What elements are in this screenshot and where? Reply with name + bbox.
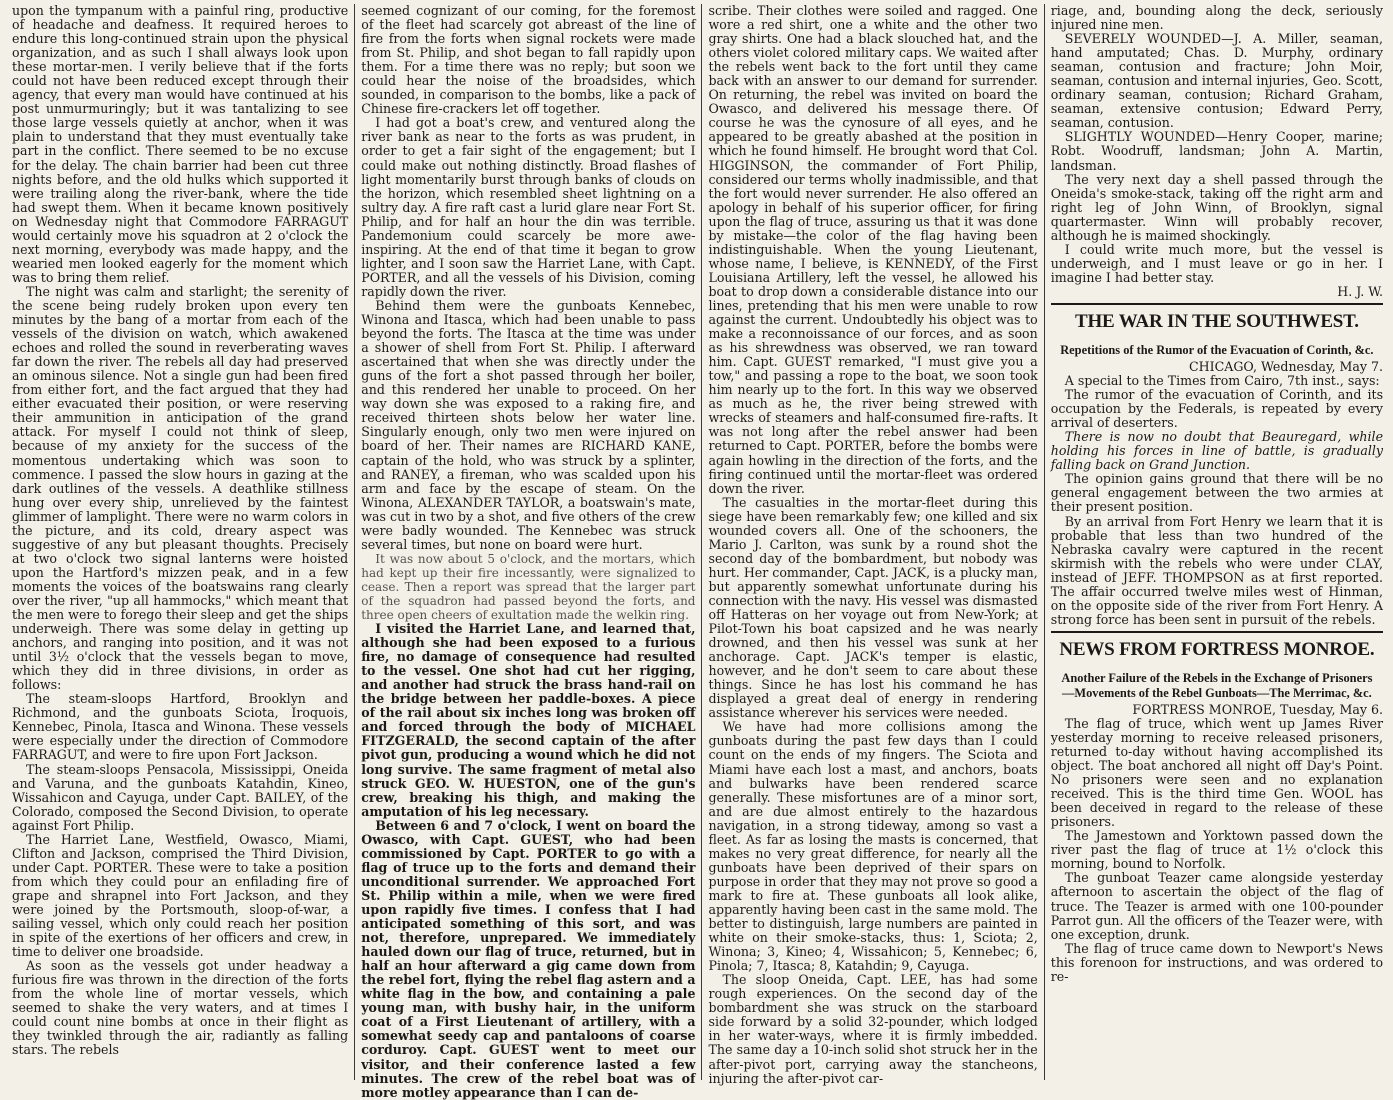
signature-line: [1051, 285, 1383, 299]
signature: H. J. W.: [1337, 283, 1384, 299]
article-paragraph: upon the tympanum with a painful ring, productive of headache and deafness. It required heroes to endure this long-continued strain upon the physical organization, and as such I shall always look upon these mortar-men. I verily believe that if the forts could not have been reduced except through their agency, that every man would have continued at his post unmurmuringly; but it was tantalizing to see those large vessels quietly at anchor, when it was plain to understand that they must eventually take part in the conflict. There seemed to be no excuse for the delay. The chain barrier had been cut three nights before, and the old hulks which supported it were trailing along the river-bank, where the tide had swept them. When it became known positively on Wednesday night that Commodore FARRAGUT would certainly move his squadron at 2 o'clock the next morning, everybody was made happy, and the wearied men looked eagerly for the moment which was to bring them relief.: [12, 3, 349, 285]
subhead-fortress-monroe: Another Failure of the Rebels in the Exchange of Prisoners—Movements of the Rebel Gunboats—The Merrimac, &c.: [1061, 670, 1373, 700]
article-paragraph: The rumor of the evacuation of Corinth, and its occupation by the Federals, is repeated by every arrival of deserters.: [1050, 387, 1384, 431]
article-paragraph: It was now about 5 o'clock, and the mortars, which had kept up their fire incessantly, were signalized to cease. Then a report was spread that the larger part of the squadron had passed beyond the forts, and three open cheers of exultation made the welkin ring.: [361, 551, 696, 623]
column-1: [6, 4, 354, 1080]
article-paragraph: scribe. Their clothes were soiled and ragged. One wore a red shirt, one a white and the other two gray shirts. One had a black slouched hat, and the others violet colored military caps. We waited after the rebels went back to the fort until they came back with an answer to our demand for surrender. On returning, the rebel was invited on board the Owasco, and delivered his message there. Of course he was the cynosure of all eyes, and he appeared to be greatly abashed at the position in which he found himself. He brought word that Col. HIGGINSON, the commander of Fort Philip, considered our terms wholly inadmissible, and that the fort would never surrender. He also offered an apology in behalf of his superior officer, for firing upon the flag of truce, assuring us that it was done by mistake—the color of the flag having been indistinguishable. When the young Lieutenant, whose name, I believe, is KENNEDY, of the First Louisiana Artillery, left the vessel, he allowed his boat to drop down a considerable distance into our lines, pretending that his men were unable to row against the current. Undoubtedly his object was to make a reconnoissance of our forces, and as soon as his shrewdness was observed, we ran toward him. Capt. GUEST remarked, "I must give you a tow," and passing a rope to the boat, we soon took him nearly up to the fort. In this way we observed as much as he, the river being strewed with wrecks of steamers and half-consumed fire-rafts. It was not long after the rebel answer had been returned to Capt. PORTER, before the bombs were again howling in the direction of the forts, and the firing continued until the mortar-fleet was ordered down the river.: [708, 3, 1038, 496]
article-paragraph: The night was calm and starlight; the serenity of the scene being rudely broken upon every ten minutes by the bang of a mortar from each of the vessels of the division on watch, which awakened echoes and rolled the sound in reverberating waves far down the river. The rebels all day had preserved an ominous silence. Not a single gun had been fired from either fort, and the fact argued that they had either evacuated their position, or were reserving their ammunition in anticipation of the grand attack. For myself I could not think of sleep, because of my anxiety for the success of the momentous undertaking which was soon to commence. I passed the slow hours in gazing at the dark outlines of the vessels. A deathlike stillness hung over every ship, unrelieved by the faintest glimmer of lamplight. There were no warm colors in the picture, and its cold, dreary aspect was suggestive of any but pleasant thoughts. Precisely at two o'clock two signal lanterns were hoisted upon the Hartford's mizzen peak, and in a few moments the voices of the boatswains rang clearly over the river, "up all hammocks," which meant that the men were to forego their sleep and get the ships underweigh. There was some delay in getting up anchors, and ranging into position, and it was not until 3½ o'clock that the vessels began to move, which they did in three divisions, in order as follows:: [12, 283, 349, 693]
article-paragraph: As soon as the vessels got under headway a furious fire was thrown in the direction of the forts from the whole line of mortar vessels, which seemed to shake the very waters, and at times I could count nine bombs at once in their flight as they twinkled through the air, radiantly as falling stars. The rebels: [12, 958, 349, 1058]
southwest-article-body: [1051, 374, 1383, 627]
column-4: [1045, 4, 1389, 1080]
article-paragraph: Between 6 and 7 o'clock, I went on board the Owasco, with Capt. GUEST, who had been commissioned by Capt. PORTER to go with a flag of truce up to the forts and demand their unconditional surrender. We approached Fort St. Philip within a mile, when we were fired upon rapidly five times. I confess that I had anticipated something of this sort, and was not, therefore, unprepared. We immediately hauled down our flag of truce, returned, but in half an hour afterward a gig came down from the rebel fort, flying the rebel flag astern and a white flag in the bow, and containing a pale young man, with bushy hair, in the uniform coat of a First Lieutenant of artillery, with a somewhat seedy cap and pantaloons of coarse corduroy. Capt. GUEST went to meet our visitor, and their conference lasted a few minutes. The crew of the rebel boat was of more motley appearance than I can de-: [361, 817, 696, 1100]
article-paragraph: The opinion gains ground that there will be no general engagement between the two armies at their present position.: [1050, 471, 1384, 515]
article-paragraph: A special to the Times from Cairo, 7th inst., says:: [1064, 373, 1380, 389]
article-paragraph: The Jamestown and Yorktown passed down the river past the flag of truce at 1½ o'clock this morning, bound to Norfolk.: [1050, 828, 1384, 872]
article-paragraph: I had got a boat's crew, and ventured along the river bank as near to the forts as was prudent, in order to get a fair sight of the engagement; but I could make out nothing distinctly. Broad flashes of light momentarily burst through banks of clouds on the horizon, which resembled sheet lightning on a sultry day. A fire raft cast a lurid glare near Fort St. Philip, and for half an hour the din was terrible. Pandemonium could scarcely be more awe-inspiring. At the end of that time it began to grow lighter, and I soon saw the Harriet Lane, with Capt. PORTER, and all the vessels of his Division, coming rapidly down the river.: [361, 115, 696, 299]
article-paragraph: SEVERELY WOUNDED—J. A. Miller, seaman, hand amputated; Chas. D. Murphy, ordinary seaman, contusion and fracture; John Moir, seaman, contusion and internal injuries, Geo. Scott, ordinary seaman, contusion; Richard Graham, seaman, extensive contusion; Edward Perry, seaman, contusion.: [1050, 31, 1384, 131]
article-paragraph: We have had more collisions among the gunboats during the past few days than I could count on the ends of my fingers. The Sciota and Miami have each lost a mast, and anchors, boats and bulwarks have been rendered scarce generally. These misfortunes are of a minor sort, and are due almost entirely to the hazardous navigation, in a strong tideway, among so vast a fleet. As far as losing the masts is concerned, that makes no very great difference, for nearly all the gunboats have been deprived of their spars on purpose in order that they may not prove so good a mark to fire at. These gunboats all look alike, apparently having been cast in the same mold. The better to distinguish, large numbers are painted in white on their smoke-stacks, thus: 1, Sciota; 2, Winona; 3, Kineo; 4, Wissahicon; 5, Kennebec; 6, Pinola; 7, Itasca; 8, Katahdin; 9, Cayuga.: [708, 719, 1038, 974]
article-paragraph: The steam-sloops Pensacola, Mississippi, Oneida and Varuna, and the gunboats Katahdin, Kineo, Wissahicon and Cayuga, under Capt. BAILEY, of the Colorado, composed the Second Division, to operate against Fort Philip.: [12, 761, 349, 833]
column-3: [702, 3, 1043, 1086]
column-4-continuation: [1051, 4, 1383, 285]
article-paragraph: riage, and, bounding along the deck, seriously injured nine men.: [1050, 3, 1384, 33]
article-paragraph: The casualties in the mortar-fleet during this siege have been remarkably few; one killed and six wounded covers all. One of the schooners, the Mario J. Carlton, was sunk by a round shot the second day of the bombardment, but nobody was hurt. Her commander, Capt. JACK, is a plucky man, but apparently somewhat unfortunate during his connection with the navy. His vessel was dismasted off Hatteras on her voyage out from New-York; at Pilot-Town his boat capsized and he was nearly drowned, and then his vessel was sunk at her anchorage. Capt. JACK's temper is elastic, however, and he don't seem to care about these things. Since he has lost his command he has displayed a great deal of energy in rendering assistance wherever his services were needed.: [708, 494, 1038, 721]
headline-southwest: THE WAR IN THE SOUTHWEST.: [1051, 303, 1383, 339]
article-paragraph: The Harriet Lane, Westfield, Owasco, Miami, Clifton and Jackson, comprised the Third Division, under Capt. PORTER. These were to take a position from which they could pour an enfilading fire of grape and shrapnel into Fort Jackson, and they were joined by the Portsmouth, sloop-of-war, a sailing vessel, which only could reach her position in spite of the exertions of her officers and crew, in time to deliver one broadside.: [12, 831, 349, 960]
dateline-southwest: CHICAGO, Wednesday, May 7.: [1189, 358, 1384, 374]
article-paragraph: The steam-sloops Hartford, Brooklyn and Richmond, and the gunboats Sciota, Iroquois, Kennebec, Pinola, Itasca and Winona. These vessels were especially under the direction of Commodore FARRAGUT, and were to fire upon Fort Jackson.: [12, 691, 349, 763]
article-paragraph: The very next day a shell passed through the Oneida's smoke-stack, taking off the right arm and right leg of John Winn, of Brooklyn, signal quartermaster. Winn will probably recover, although he is maimed shockingly.: [1050, 171, 1384, 243]
article-paragraph: By an arrival from Fort Henry we learn that it is probable that less than two hundred of the Nebraska cavalry were captured in the recent skirmish with the rebels who were under CLAY, instead of JEFF. THOMPSON as at first reported. The affair occurred twelve miles west of Hinman, on the opposite side of the river from Fort Henry. A strong force has been sent in pursuit of the rebels.: [1050, 513, 1384, 627]
article-paragraph: The flag of truce came down to Newport's News this forenoon for instructions, and was ordered to re-: [1050, 940, 1384, 984]
subhead-southwest: Repetitions of the Rumor of the Evacuation of Corinth, &c.: [1060, 342, 1374, 357]
headline-fortress-monroe: NEWS FROM FORTRESS MONROE.: [1051, 631, 1383, 667]
article-paragraph: Behind them were the gunboats Kennebec, Winona and Itasca, which had been unable to pass beyond the forts. The Itasca at the time was under a shower of shell from Fort St. Philip. I afterward ascertained that when she was directly under the guns of the fort a shot passed through her boiler, and this rendered her unable to proceed. On her way down she was exposed to a raking fire, and received thirteen shots below her water line. Singularly enough, only two men were injured on board of her. Their names are RICHARD KANE, captain of the hold, who was struck by a splinter, and RANEY, a fireman, who was scalded upon his arm and face by the escape of steam. On the Winona, ALEXANDER TAYLOR, a boatswain's mate, was cut in two by a shot, and five others of the crew were badly wounded. The Kennebec was struck several times, but none on board were hurt.: [361, 297, 696, 552]
column-2: [355, 3, 701, 1100]
fortress-monroe-article-body: [1051, 717, 1383, 984]
article-paragraph: seemed cognizant of our coming, for the foremost of the fleet had scarcely got abreast of the line of fire from the forts when signal rockets were made from St. Philip, and shot began to fall rapidly upon them. For a time there was no reply; but soon we could hear the noise of the broadsides, which sounded, in comparison to the bombs, like a pack of Chinese fire-crackers let off together.: [361, 3, 696, 117]
article-paragraph: The sloop Oneida, Capt. LEE, has had some rough experiences. On the second day of the bombardment she was struck on the starboard side forward by a solid 32-pounder, which lodged in her water-ways, where it is firmly imbedded. The same day a 10-inch solid shot struck her in the after-pivot port, carrying away the stancheons, injuring the after-pivot car-: [708, 972, 1038, 1086]
article-paragraph: SLIGHTLY WOUNDED—Henry Cooper, marine; Robt. Woodruff, landsman; John A. Martin, landsman.: [1050, 129, 1384, 173]
article-paragraph: There is now no doubt that Beauregard, while holding his forces in line of battle, is gradually falling back on Grand Junction.: [1050, 429, 1384, 473]
article-paragraph: I could write much more, but the vessel is underweigh, and I must leave or go in her. I imagine I had better stay.: [1050, 241, 1384, 285]
dateline-fortress-monroe: FORTRESS MONROE, Tuesday, May 6.: [1132, 701, 1384, 717]
article-paragraph: The gunboat Teazer came alongside yesterday afternoon to ascertain the object of the flag of truce. The Teazer is armed with one 100-pounder Parrot gun. All the officers of the Teazer were, with one exception, drunk.: [1050, 870, 1384, 942]
article-paragraph: The flag of truce, which went up James River yesterday morning to receive released prisoners, returned to-day without having accomplished its object. The boat anchored all night off Day's Point. No prisoners were seen and no explanation received. This is the third time Gen. WOOL has been deceived in regard to the release of these prisoners.: [1050, 715, 1384, 830]
article-paragraph: I visited the Harriet Lane, and learned that, although she had been exposed to a furious fire, no damage of consequence had resulted to the vessel. One shot had cut her rigging, and another had struck the brass hand-rail on the bridge between her paddle-boxes. A piece of the rail about six inches long was broken off and forced through the body of MICHAEL FITZGERALD, the second captain of the after pivot gun, producing a wound which he did not long survive. The same fragment of metal also struck GEO. W. HUESTON, one of the gun's crew, breaking his thigh, and making the amputation of his leg necessary.: [361, 621, 696, 819]
